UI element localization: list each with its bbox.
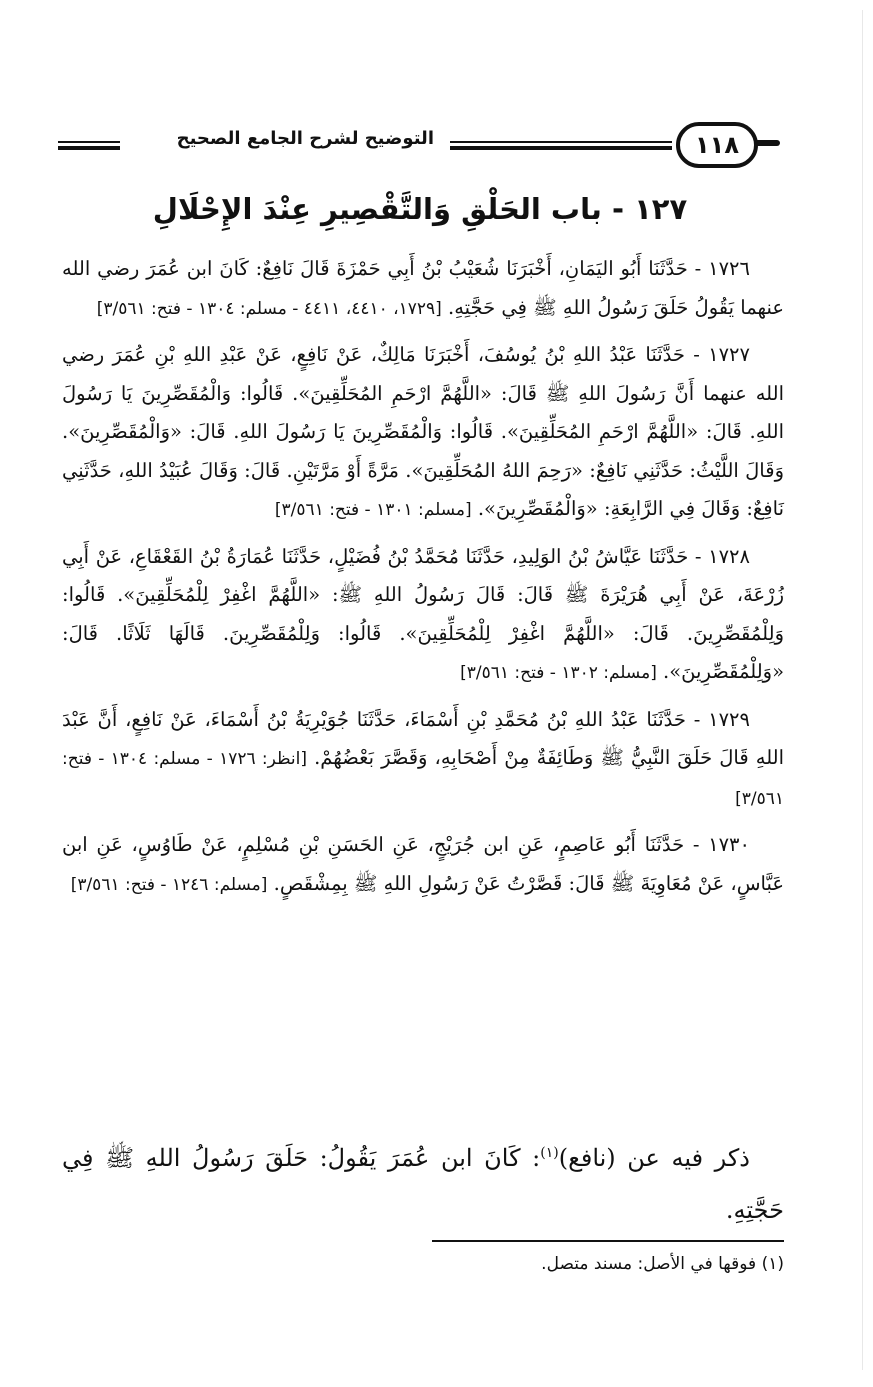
page-edge-line	[862, 10, 863, 1370]
hadith-reference: [مسلم: ١٣٠٢ - فتح: ٣/٥٦١]	[460, 663, 657, 683]
hadith-text: ١٧٣٠ - حَدَّثَنَا أَبُو عَاصِمٍ، عَنِ ابن جُرَيْجٍ، عَنِ الحَسَنِ بْنِ مُسْلِمٍ، عَنْ طَاوُسٍ، عَنِ ابن عَبَّاسٍ، عَنْ مُعَاوِيَةَ ﷺ قَالَ: قَصَّرْتُ عَنْ رَسُولِ اللهِ ﷺ بِمِشْقَصٍ.	[62, 833, 784, 895]
hadith-reference: [مسلم: ١٣٠١ - فتح: ٣/٥٦١]	[274, 500, 472, 520]
hadith-reference: [انظر: ١٧٢٦ - مسلم: ١٣٠٤ - فتح: ٣/٥٦١]	[62, 749, 784, 809]
hadith-text: ١٧٢٧ - حَدَّثَنَا عَبْدُ اللهِ بْنُ يُوسُفَ، أَخْبَرَنَا مَالِكٌ، عَنْ نَافِعٍ، عَنْ عَبْدِ اللهِ بْنِ عُمَرَ رضي الله عنهما أَنَّ رَسُولَ اللهِ ﷺ قَالَ: «اللَّهُمَّ ارْحَمِ المُحَلِّقِينَ». قَالُوا: وَالْمُقَصِّرِينَ يَا رَسُولَ اللهِ. قَالَ: «اللَّهُمَّ ارْحَمِ المُحَلِّقِينَ». قَالُوا: وَالْمُقَصِّرِينَ يَا رَسُولَ اللهِ. قَالَ: «وَالْمُقَصِّرِينَ». وَقَالَ اللَّيْثُ: حَدَّثَنِي نَافِعٌ: «رَحِمَ اللهُ المُحَلِّقِينَ». مَرَّةً أَوْ مَرَّتَيْنِ. قَالَ: وَقَالَ عُبَيْدُ اللهِ، حَدَّثَنِي نَافِعٌ: وَقَالَ فِي الرَّابِعَةِ: «وَالْمُقَصِّرِينَ».	[62, 343, 784, 520]
hadith-reference: [مسلم: ١٢٤٦ - فتح: ٣/٥٦١]	[70, 874, 268, 895]
header-rule-left	[58, 141, 120, 150]
hadith-text: ١٧٢٦ - حَدَّثَنَا أَبُو اليَمَانِ، أَخْبَرَنَا شُعَيْبُ بْنُ أَبِي حَمْزَةَ قَالَ نَافِعٌ: كَانَ ابن عُمَرَ رضي الله عنهما يَقُولُ حَلَقَ رَسُولُ اللهِ ﷺ فِي حَجَّتِهِ.	[62, 257, 784, 319]
footnote-number: (١)	[761, 1254, 784, 1274]
footnote-mark: (١)	[540, 1145, 559, 1161]
running-title: التوضيح لشرح الجامع الصحيح	[176, 128, 434, 149]
header-rule-right	[450, 141, 672, 150]
footnote-separator	[432, 1240, 784, 1242]
chapter-title: ١٢٧ - باب الحَلْقِ وَالتَّقْصِيرِ عِنْدَ الإِحْلَالِ	[152, 192, 688, 226]
hadith-1726	[62, 250, 784, 328]
commentary-text-end: : كَانَ ابن عُمَرَ يَقُولُ: حَلَقَ رَسُولُ اللهِ ﷺ فِي حَجَّتِهِ.	[62, 1144, 784, 1224]
footnote-text: فوقها في الأصل: مسند متصل.	[541, 1254, 757, 1274]
commentary-paragraph	[62, 1132, 784, 1236]
hadith-1727	[62, 336, 784, 530]
page-header	[58, 118, 780, 174]
hadith-reference: [١٧٢٩، ٤٤١٠، ٤٤١١ - مسلم: ١٣٠٤ - فتح: ٣/٥٦١]	[96, 298, 442, 319]
hadith-1729	[62, 701, 784, 819]
hadith-text: ١٧٢٩ - حَدَّثَنَا عَبْدُ اللهِ بْنُ مُحَمَّدِ بْنِ أَسْمَاءَ، حَدَّثَنَا جُوَيْرِيَةُ بْنُ أَسْمَاءَ، عَنْ نَافِعٍ، أَنَّ عَبْدَ اللهِ قَالَ حَلَقَ النَّبِيُّ ﷺ وَطَائِفَةٌ مِنْ أَصْحَابِهِ، وَقَصَّرَ بَعْضُهُمْ.	[62, 707, 785, 769]
footnote-1	[84, 1254, 784, 1274]
page-number: ١١٨	[676, 122, 758, 168]
hadith-list	[62, 250, 784, 912]
hadith-1730	[62, 826, 784, 904]
hadith-text: ١٧٢٨ - حَدَّثَنَا عَيَّاشُ بْنُ الوَلِيدِ، حَدَّثَنَا مُحَمَّدُ بْنُ فُضَيْلٍ، حَدَّثَنَا عُمَارَةُ بْنُ القَعْقَاعِ، عَنْ أَبِي زُرْعَةَ، عَنْ أَبِي هُرَيْرَةَ ﷺ قَالَ: قَالَ رَسُولُ اللهِ ﷺ: «اللَّهُمَّ اغْفِرْ لِلْمُحَلِّقِينَ». قَالُوا: وَلِلْمُقَصِّرِينَ. قَالَ: «اللَّهُمَّ اغْفِرْ لِلْمُحَلِّقِينَ». قَالُوا: وَلِلْمُقَصِّرِينَ. قَالَهَا ثَلَاثًا. قَالَ: «وَلِلْمُقَصِّرِينَ».	[62, 544, 784, 683]
hadith-1728	[62, 538, 784, 693]
commentary-text-start: ذكر فيه عن (نافع)	[558, 1144, 750, 1172]
